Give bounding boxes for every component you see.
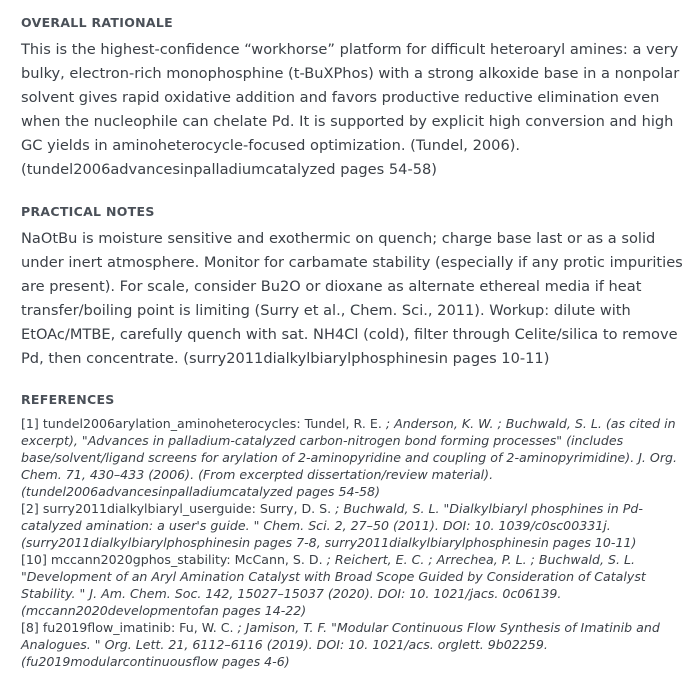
reference-details: ; Anderson, K. W. ; Buchwald, S. L. (as cited in excerpt), "Advances in palladium-catalyzed carbon-nitrogen bond forming processes" (includes base/solvent/ligand screens for arylation of 2-aminopyridine and coupling of 2-aminopyrimidine). J. Org. Chem. 71, 430–433 (2006). (From excerpted dissertation/review material). (tundel2006advancesinpalladiumcatalyzed pages 54-58)	[21, 416, 678, 499]
overall-rationale-text: This is the highest-confidence “workhorse” platform for difficult heteroaryl amines: a very bulky, electron-rich monophosphine (t-BuXPhos) with a strong alkoxide base in a nonpolar solvent gives rapid oxidative addition and favors productive reductive elimination even when the nucleophile can chelate Pd. It is supported by explicit high conversion and high GC yields in aminoheterocycle-focused optimization. (Tundel, 2006). (tundel2006advancesinpalladiumcatalyzed pages 54-58)	[21, 41, 680, 178]
section-heading-references: REFERENCES	[21, 392, 115, 407]
reference-details: ; Jamison, T. F. "Modular Continuous Flow Synthesis of Imatinib and Analogues. " Org. Lett. 21, 6112–6116 (2019). DOI: 10. 1021/acs. orglett. 9b02259. (fu2019modularcontinuousflow pages 4-6)	[21, 620, 660, 669]
reference-item-8	[21, 619, 693, 670]
reference-lead: [1] tundel2006arylation_aminoheterocycles: Tundel, R. E.	[21, 416, 386, 431]
section-heading-practical-notes: PRACTICAL NOTES	[21, 204, 155, 219]
reference-details: ; Reichert, E. C. ; Arrechea, P. L. ; Buchwald, S. L. "Development of an Aryl Amination Catalyst with Broad Scope Guided by Consideration of Catalyst Stability. " J. Am. Chem. Soc. 142, 15027–15037 (2020). DOI: 10. 1021/jacs. 0c06139. (mccann2020developmentofan pages 14-22)	[21, 552, 646, 618]
reference-item-2	[21, 500, 693, 551]
references-list	[21, 415, 693, 670]
reference-lead: [8] fu2019flow_imatinib: Fu, W. C.	[21, 620, 238, 635]
reference-item-1	[21, 415, 693, 500]
section-heading-overall-rationale: OVERALL RATIONALE	[21, 15, 173, 30]
practical-notes-text: NaOtBu is moisture sensitive and exothermic on quench; charge base last or as a solid under inert atmosphere. Monitor for carbamate stability (especially if any protic impurities are present). For scale, consider Bu2O or dioxane as alternate ethereal media if heat transfer/boiling point is limiting (Surry et al., Chem. Sci., 2011). Workup: dilute with EtOAc/MTBE, carefully quench with sat. NH4Cl (cold), filter through Celite/silica to remove Pd, then concentrate. (surry2011dialkylbiarylphosphinesin pages 10-11)	[21, 230, 683, 367]
reference-lead: [10] mccann2020gphos_stability: McCann, S. D.	[21, 552, 327, 567]
reference-item-10	[21, 551, 693, 619]
reference-lead: [2] surry2011dialkylbiaryl_userguide: Surry, D. S.	[21, 501, 336, 516]
reference-details: ; Buchwald, S. L. "Dialkylbiaryl phosphines in Pd-catalyzed amination: a user's guide. " Chem. Sci. 2, 27–50 (2011). DOI: 10. 1039/c0sc00331j. (surry2011dialkylbiarylphosphinesin pages 7-8, surry2011dialkylbiarylphosphinesin pages 10-11)	[21, 501, 643, 550]
